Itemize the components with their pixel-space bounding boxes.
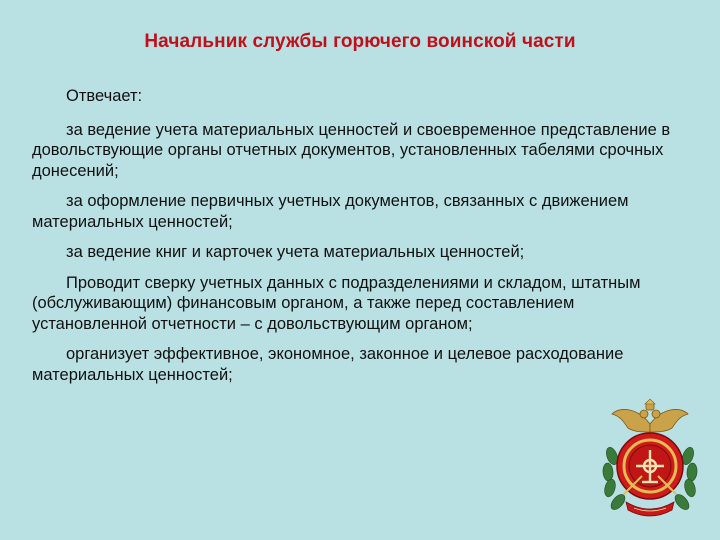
- ribbon: [626, 502, 674, 516]
- crown: [645, 399, 655, 404]
- intro-text: Отвечает:: [66, 87, 143, 105]
- paragraph-4: Проводит сверку учетных данных с подразделениями и складом, штатным (обслуживающим) финансовым органом, а также перед составлением установленной отчетности – с довольствующим органом;: [32, 273, 641, 333]
- slide-body: [32, 86, 692, 395]
- paragraph-1: за ведение учета материальных ценностей и своевременное представление в довольствующие органы отчетных документов, установленных табелями срочных донесений;: [32, 120, 671, 180]
- paragraph-2: за оформление первичных учетных документов, связанных с движением материальных ценностей;: [32, 192, 629, 231]
- slide-title: Начальник службы горючего воинской части: [144, 31, 576, 52]
- eagle: [612, 402, 688, 432]
- paragraph-3: за ведение книг и карточек учета материальных ценностей;: [66, 243, 525, 261]
- military-emblem-icon: [598, 398, 702, 524]
- paragraph-5: организует эффективное, экономное, законное и целевое расходование материальных ценностей;: [32, 345, 624, 384]
